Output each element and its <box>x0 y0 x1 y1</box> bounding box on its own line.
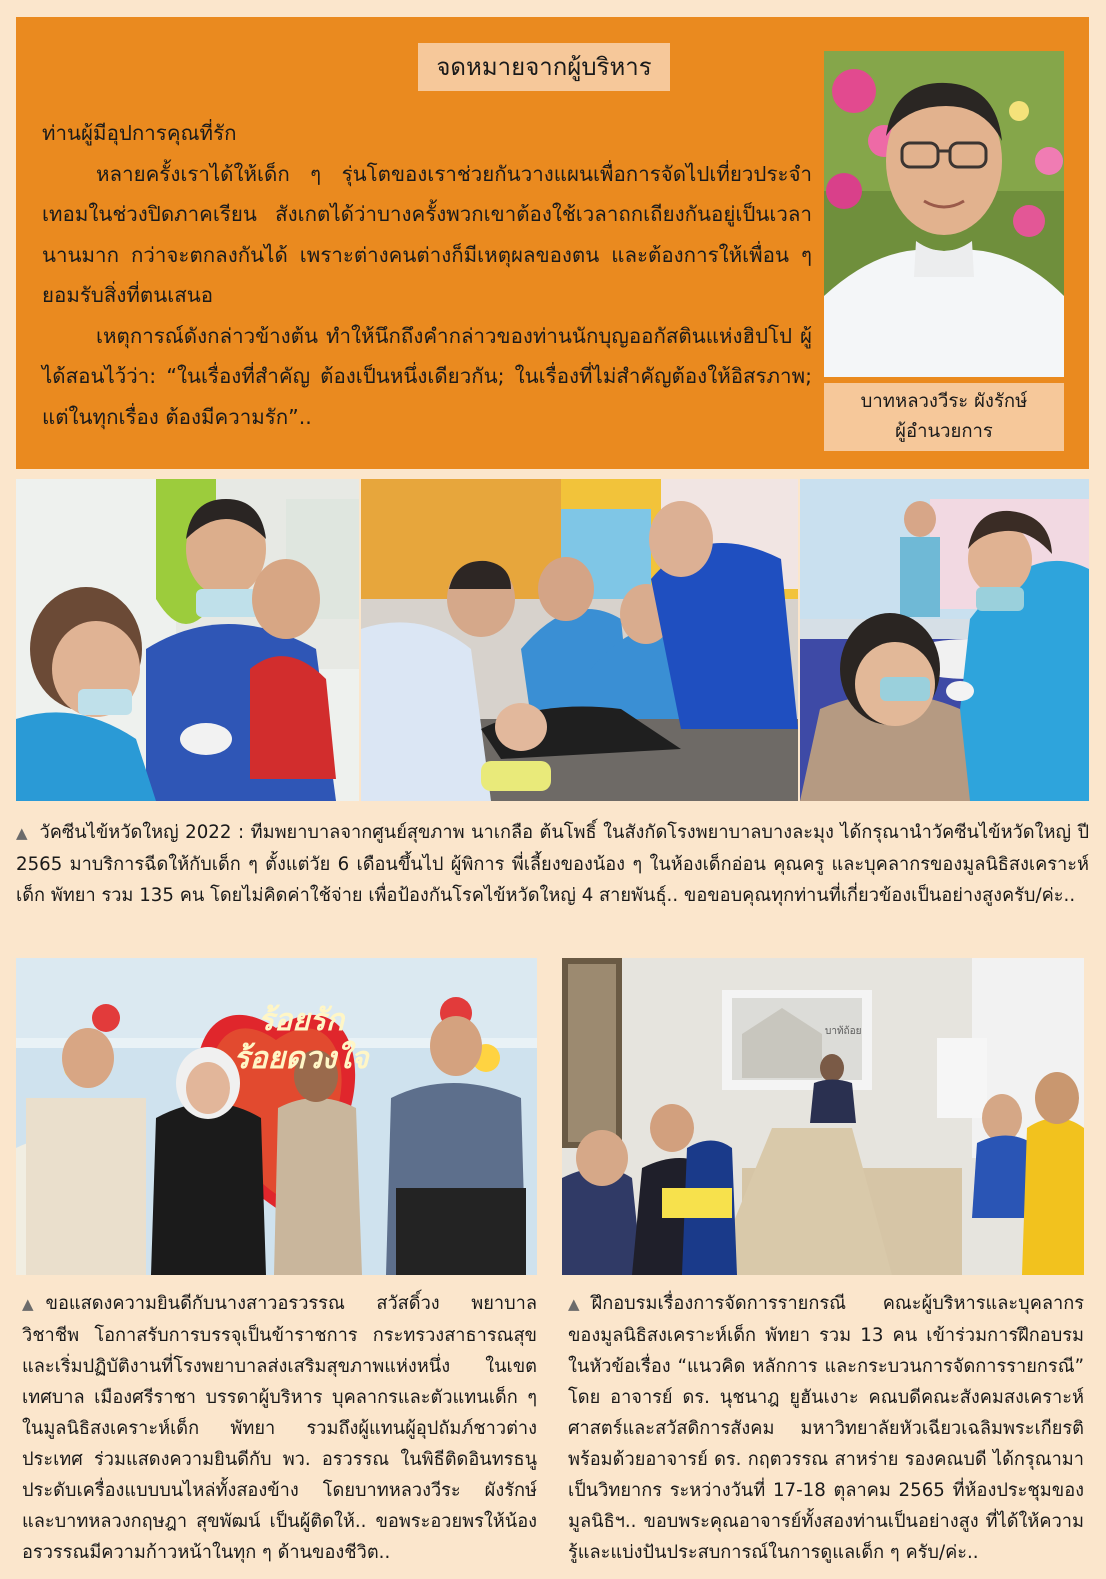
training-photo <box>562 958 1084 1275</box>
congrats-photo <box>16 958 537 1275</box>
triangle-marker-icon: ▲ <box>568 1295 580 1313</box>
letter-salutation: ท่านผู้มีอุปการคุณที่รัก <box>42 121 237 145</box>
signer-name: บาทหลวงวีระ ผังรักษ์ <box>860 391 1028 412</box>
letter-body <box>42 113 812 437</box>
vaccine-caption <box>16 817 1089 911</box>
heart-sign-text <box>226 1002 376 1078</box>
training-caption-text: ฝึกอบรมเรื่องการจัดการรายกรณี คณะผู้บริหารและบุคลากรของมูลนิธิสงเคราะห์เด็ก พัทยา รวม 13 คน เข้าร่วมการฝึกอบรมในหัวข้อเรื่อง “แนวคิด หลักการ และกระบวนการจัดการรายกรณี” โดย อาจารย์ ดร. นุชนาฎ ยูฮันเงาะ คณบดีคณะสังคมสงเคราะห์ศาสตร์และสวัสดิการสังคม มหาวิทยาลัยหัวเฉียวเฉลิมพระเกียรติ พร้อมด้วยอาจารย์ ดร. กฤตวรรณ สาหร่าย รองคณบดี ได้กรุณามาเป็นวิทยากร ระหว่างวันที่ 17-18 ตุลาคม 2565 ที่ห้องประชุมของมูลนิธิฯ.. ขอบพระคุณอาจารย์ทั้งสองท่านเป็นอย่างสูง ที่ได้ให้ความรู้และแบ่งปันประสบการณ์ในการดูแลเด็ก ๆ ครับ/ค่ะ.. <box>568 1293 1084 1563</box>
training-caption <box>568 1288 1084 1568</box>
director-portrait <box>824 51 1064 377</box>
heart-sign-line-2: ร้อยดวงใจ <box>233 1041 369 1076</box>
signer-title: ผู้อำนวยการ <box>895 421 993 442</box>
congrats-caption <box>22 1288 537 1568</box>
vaccine-photo-1 <box>16 479 359 801</box>
triangle-marker-icon: ▲ <box>22 1295 34 1313</box>
letter-paragraph-2: เหตุการณ์ดังกล่าวข้างต้น ทำให้นึกถึงคำกล่าวของท่านนักบุญออกัสตินแห่งฮิปโป ผู้ได้สอนไว้ว่า: “ในเรื่องที่สำคัญ ต้องเป็นหนึ่งเดียวกัน; ในเรื่องที่ไม่สำคัญต้องให้อิสรภาพ; แต่ในทุกเรื่อง ต้องมีความรัก”.. <box>42 323 812 429</box>
vaccine-photo-3 <box>800 479 1089 801</box>
letter-paragraph-1: หลายครั้งเราได้ให้เด็ก ๆ รุ่นโตของเราช่วยกันวางแผนเพื่อการจัดไปเที่ยวประจำเทอมในช่วงปิดภาคเรียน สังเกตได้ว่าบางครั้งพวกเขาต้องใช้เวลาถกเถียงกันอยู่เป็นเวลานานมาก กว่าจะตกลงกันได้ เพราะต่างคนต่างก็มีเหตุผลของตน และต้องการให้เพื่อน ๆ ยอมรับสิ่งที่ตนเสนอ <box>42 161 812 307</box>
letter-title: จดหมายจากผู้บริหาร <box>418 43 670 91</box>
congrats-caption-text: ขอแสดงความยินดีกับนางสาวอรวรรณ สวัสดิ์วง พยาบาลวิชาชีพ โอกาสรับการบรรจุเป็นข้าราชการ กระทรวงสาธารณสุข และเริ่มปฏิบัติงานที่โรงพยาบาลส่งเสริมสุขภาพแห่งหนึ่ง ในเขตเทศบาล เมืองศรีราชา บรรดาผู้บริหาร บุคลากรและตัวแทนเด็ก ๆ ในมูลนิธิสงเคราะห์เด็ก พัทยา รวมถึงผู้แทนผู้อุปถัมภ์ชาวต่างประเทศ ร่วมแสดงความยินดีกับ พว. อรวรรณ ในพิธีติดอินทรธนูประดับเครื่องแบบบนไหล่ทั้งสองข้าง โดยบาทหลวงวีระ ผังรักษ์ และบาทหลวงกฤษฎา สุขพัฒน์ เป็นผู้ติดให้.. ขอพระอวยพรให้น้องอรวรรณมีความก้าวหน้าในทุก ๆ ด้านของชีวิต.. <box>22 1293 537 1563</box>
signature-block <box>824 383 1064 451</box>
triangle-marker-icon: ▲ <box>16 824 28 842</box>
slide-text: บาท้ถ้อย <box>825 1026 862 1037</box>
vaccine-caption-text: วัคซีนไข้หวัดใหญ่ 2022 : ทีมพยาบาลจากศูนย์สุขภาพ นาเกลือ ต้นโพธิ์ ในสังกัดโรงพยาบาลบางละมุง ได้กรุณานำวัคซีนไข้หวัดใหญ่ ปี 2565 มาบริการฉีดให้กับเด็ก ๆ ตั้งแต่วัย 6 เดือนขึ้นไป ผู้พิการ พี่เลี้ยงของน้อง ๆ ในห้องเด็กอ่อน คุณครู และบุคลากรของมูลนิธิสงเคราะห์เด็ก พัทยา รวม 135 คน โดยไม่คิดค่าใช้จ่าย เพื่อป้องกันโรคไข้หวัดใหญ่ 4 สายพันธุ์.. ขอขอบคุณทุกท่านที่เกี่ยวข้องเป็นอย่างสูงครับ/ค่ะ.. <box>16 822 1089 906</box>
heart-sign-line-1: ร้อยรัก <box>258 1003 344 1038</box>
director-letter <box>16 17 1089 469</box>
vaccine-photo-2 <box>361 479 798 801</box>
